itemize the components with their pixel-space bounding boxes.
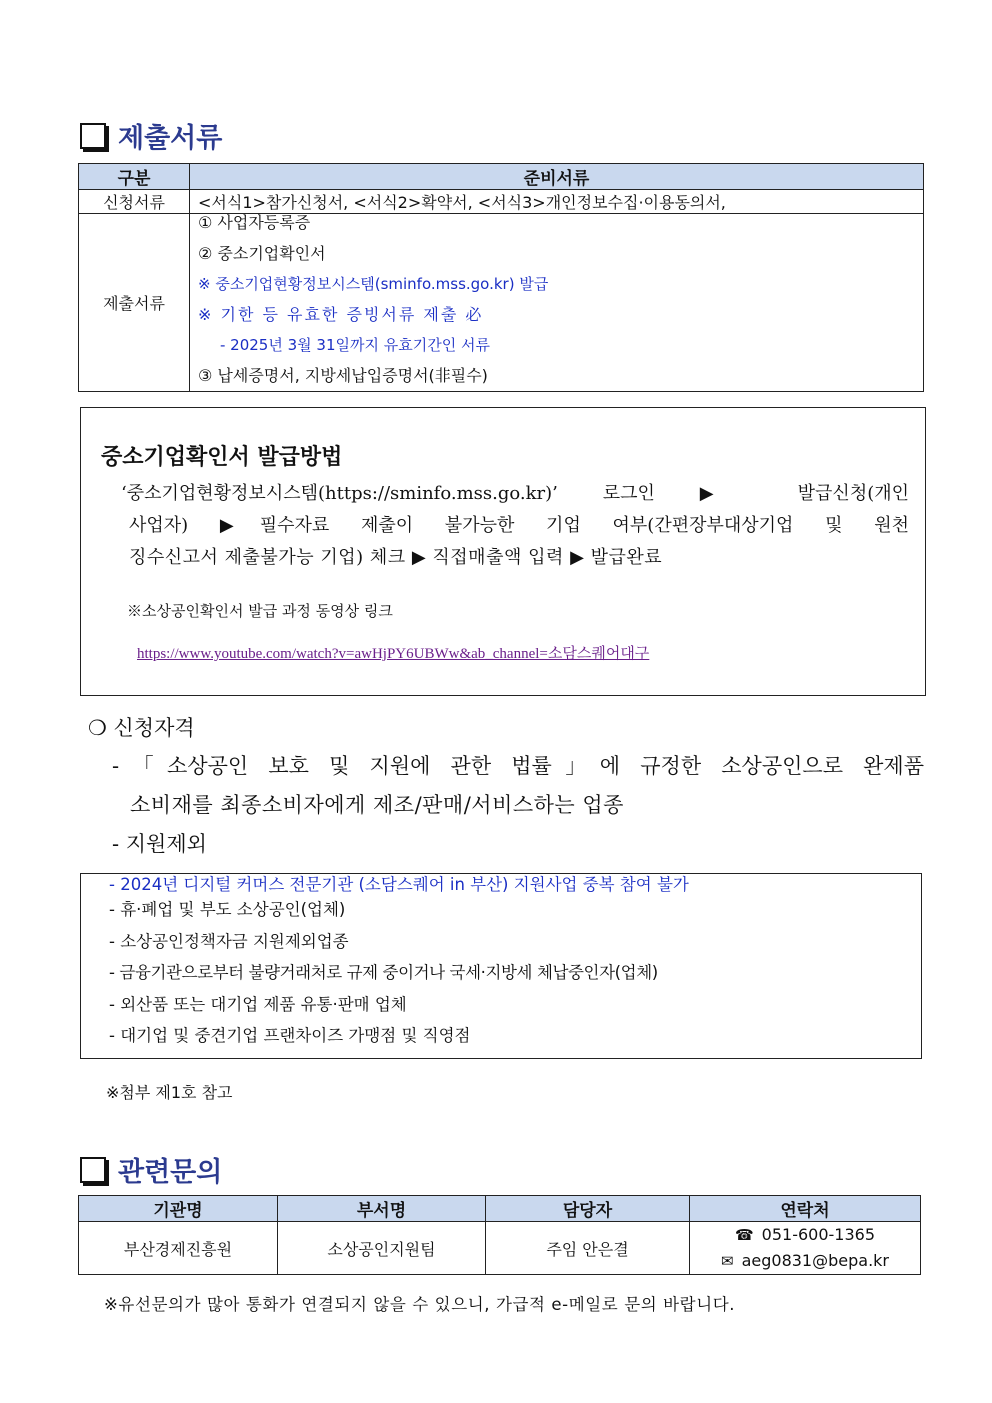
- section-title-inquiry: [80, 1150, 222, 1189]
- checkbox-icon: [80, 123, 106, 149]
- issue-method-line: ‘중소기업현황정보시스템(https://sminfo.mss.go.kr)’ 로그인 ▶ 발급신청(개인: [121, 483, 909, 504]
- checkbox-icon: [80, 1157, 106, 1183]
- exclusion-item: - 2024년 디지털 커머스 전문기관 (소담스퀘어 in 부산) 지원사업 중복 참여 불가: [109, 875, 689, 894]
- contact-footnote: ※유선문의가 많아 통화가 연결되지 않을 수 있으니, 가급적 e-메일로 문의 바랍니다.: [104, 1295, 736, 1314]
- eligibility-line: -「소상공인 보호 및 지원에 관한 법률」에 규정한 소상공인으로 완제품: [112, 754, 924, 778]
- eligibility-heading: ❍ 신청자격: [88, 716, 195, 740]
- note-item: - 2025년 3월 31일까지 유효기간인 서류: [220, 336, 490, 354]
- org-cell: 부산경제진흥원: [79, 1222, 278, 1275]
- table-header: 부서명: [278, 1196, 486, 1222]
- table-header: 기관명: [79, 1196, 278, 1222]
- list-item: ① 사업자등록증: [198, 213, 311, 232]
- note-item: ※ 중소기업현황정보시스템(sminfo.mss.go.kr) 발급: [198, 275, 549, 293]
- exclusion-heading: - 지원제외: [112, 832, 207, 856]
- table-header: 준비서류: [190, 164, 924, 190]
- section-title-label: 관련문의: [118, 1157, 223, 1188]
- exclusion-item: - 외산품 또는 대기업 제품 유통·판매 업체: [109, 994, 407, 1014]
- table-header: 연락처: [690, 1196, 921, 1222]
- section-title-label: 제출서류: [118, 123, 223, 154]
- row-label: 신청서류: [79, 190, 190, 214]
- email-address: aeg0831@bepa.kr: [741, 1251, 889, 1270]
- exclusion-item: - 금융기관으로부터 불량거래처로 규제 중이거나 국세·지방세 체납중인자(업체): [109, 963, 658, 982]
- issue-method-line: 징수신고서 제출불가능 기업) 체크 ▶ 직접매출액 입력 ▶ 발급완료: [129, 547, 663, 568]
- mail-icon: ✉: [721, 1252, 734, 1270]
- eligibility-line: 소비재를 최종소비자에게 제조/판매/서비스하는 업종: [130, 793, 624, 817]
- list-item: ③ 납세증명서, 지방세납입증명서(非필수): [198, 365, 488, 385]
- dept-cell: 소상공인지원팀: [278, 1222, 486, 1275]
- row-content: <서식1>참가신청서, <서식2>확약서, <서식3>개인정보수집·이용동의서,: [190, 190, 924, 214]
- exclusion-item: - 휴·폐업 및 부도 소상공인(업체): [109, 900, 346, 919]
- person-cell: 주임 안은결: [486, 1222, 690, 1275]
- table-header: 담당자: [486, 1196, 690, 1222]
- row-label: 제출서류: [79, 214, 190, 392]
- list-item: ② 중소기업확인서: [198, 243, 326, 263]
- section-title-documents: [80, 116, 222, 155]
- issue-method-title: 중소기업확인서 발급방법: [101, 444, 343, 470]
- attachment-note: ※첨부 제1호 참고: [106, 1083, 233, 1102]
- documents-table: [78, 163, 924, 392]
- phone-icon: ☎: [734, 1226, 754, 1244]
- issue-method-box: [80, 407, 926, 696]
- contact-table: [78, 1195, 921, 1275]
- exclusion-box: [80, 873, 922, 1059]
- note-item: ※ 기한 등 유효한 증빙서류 제출 必: [198, 304, 484, 324]
- phone-number: 051-600-1365: [761, 1225, 876, 1244]
- table-header: 구분: [79, 164, 190, 190]
- exclusion-item: - 소상공인정책자금 지원제외업종: [109, 931, 349, 951]
- video-note: ※소상공인확인서 발급 과정 동영상 링크: [127, 602, 393, 620]
- video-link[interactable]: https://www.youtube.com/watch?v=awHjPY6UBWw&ab_channel=소담스퀘어대구: [137, 646, 650, 662]
- issue-method-line: 사업자) ▶필수자료 제출이 불가능한 기업 여부(간편장부대상기업 및 원천: [129, 515, 909, 536]
- exclusion-item: - 대기업 및 중견기업 프랜차이즈 가맹점 및 직영점: [109, 1026, 471, 1045]
